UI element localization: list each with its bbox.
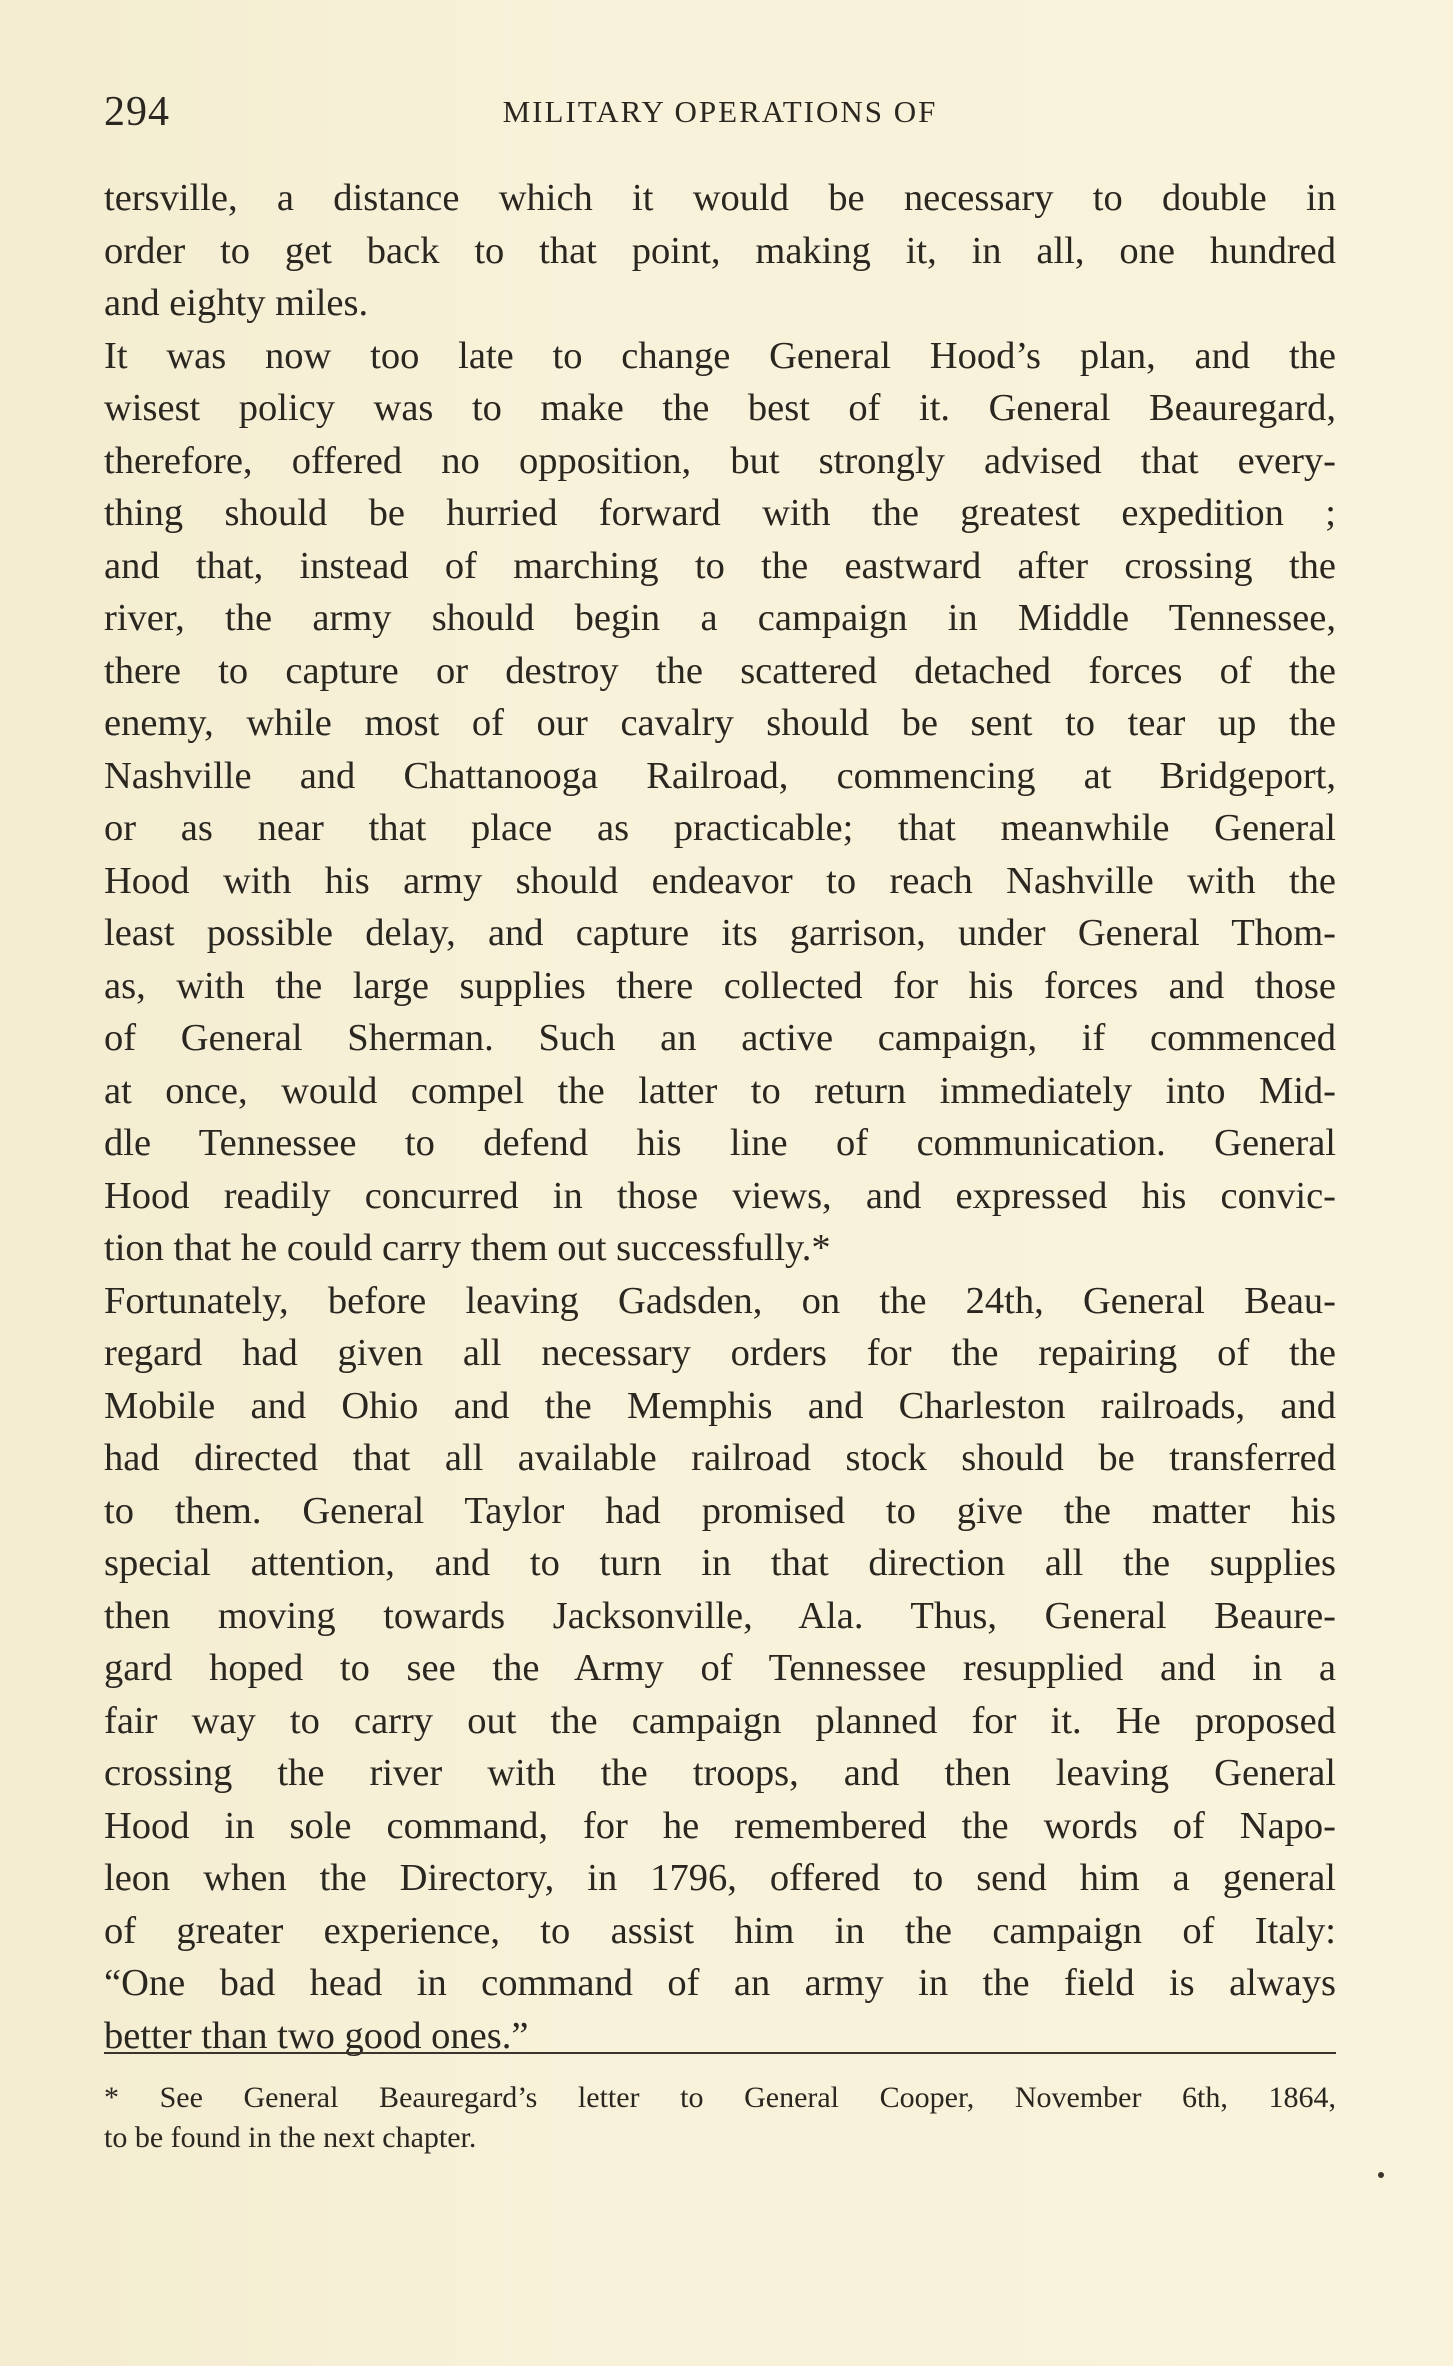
text-line: wisest policy was to make the best of it. General Beauregard, — [104, 387, 1336, 429]
text-line: gard hoped to see the Army of Tennessee resupplied and in a — [104, 1647, 1336, 1689]
text-line: dle Tennessee to defend his line of communication. General — [104, 1122, 1336, 1164]
text-line: Mobile and Ohio and the Memphis and Charleston railroads, and — [104, 1384, 1336, 1427]
text-line: then moving towards Jacksonville, Ala. Thus, General Beaure- — [104, 1594, 1336, 1637]
text-line: as, with the large supplies there collected for his forces and those — [104, 964, 1336, 1007]
text-line: Nashville and Chattanooga Railroad, commencing at Bridgeport, — [104, 754, 1336, 797]
text-line: therefore, offered no opposition, but strongly advised that every- — [104, 439, 1336, 482]
text-line: of General Sherman. Such an active campaign, if commenced — [104, 1017, 1336, 1059]
text-line: to them. General Taylor had promised to give the matter his — [104, 1489, 1336, 1532]
text-line: river, the army should begin a campaign in Middle Tennessee, — [104, 597, 1336, 639]
text-line: or as near that place as practicable; that meanwhile General — [104, 807, 1336, 849]
text-line: had directed that all available railroad stock should be transferred — [104, 1437, 1336, 1479]
text-line: order to get back to that point, making it, in all, one hundred — [104, 229, 1336, 272]
text-line: and eighty miles. — [104, 282, 369, 324]
text-line: fair way to carry out the campaign planned for it. He proposed — [104, 1699, 1336, 1742]
text-line: “One bad head in command of an army in the field is always — [104, 1962, 1336, 2004]
paper-speck — [1378, 2172, 1384, 2178]
text-line: crossing the river with the troops, and then leaving General — [104, 1752, 1336, 1794]
paragraph — [104, 1275, 1336, 2063]
text-line: better than two good ones.” — [104, 2014, 529, 2057]
footnote-rule — [104, 2052, 1336, 2054]
page-number: 294 — [104, 89, 170, 135]
text-line: Hood in sole command, for he remembered the words of Napo- — [104, 1804, 1336, 1847]
footnote — [104, 2078, 1336, 2158]
running-head — [104, 88, 1336, 138]
footnote-line: * See General Beauregard’s letter to General Cooper, November 6th, 1864, — [104, 2081, 1336, 2114]
text-line: tersville, a distance which it would be necessary to double in — [104, 177, 1336, 219]
text-line: there to capture or destroy the scattered detached forces of the — [104, 649, 1336, 692]
text-line: Fortunately, before leaving Gadsden, on the 24th, General Beau- — [104, 1279, 1336, 1322]
running-title: MILITARY OPERATIONS OF — [502, 94, 938, 129]
text-line: thing should be hurried forward with the greatest expedition ; — [104, 492, 1336, 534]
paragraph — [104, 330, 1336, 1275]
paragraph — [104, 172, 1336, 330]
text-line: It was now too late to change General Hood’s plan, and the — [104, 334, 1336, 377]
text-line: special attention, and to turn in that direction all the supplies — [104, 1542, 1336, 1584]
text-line: leon when the Directory, in 1796, offered to send him a general — [104, 1857, 1336, 1899]
text-line: tion that he could carry them out successfully.* — [104, 1227, 831, 1269]
text-line: enemy, while most of our cavalry should be sent to tear up the — [104, 702, 1336, 744]
text-line: and that, instead of marching to the eastward after crossing the — [104, 544, 1336, 587]
footnote-line: to be found in the next chapter. — [104, 2121, 477, 2154]
text-line: Hood readily concurred in those views, and expressed his convic- — [104, 1174, 1336, 1217]
text-line: least possible delay, and capture its garrison, under General Thom- — [104, 912, 1336, 954]
text-line: regard had given all necessary orders for the repairing of the — [104, 1332, 1336, 1374]
body-text — [104, 172, 1336, 2062]
text-line: at once, would compel the latter to return immediately into Mid- — [104, 1069, 1336, 1112]
text-line: Hood with his army should endeavor to reach Nashville with the — [104, 859, 1336, 902]
text-line: of greater experience, to assist him in the campaign of Italy: — [104, 1909, 1336, 1952]
